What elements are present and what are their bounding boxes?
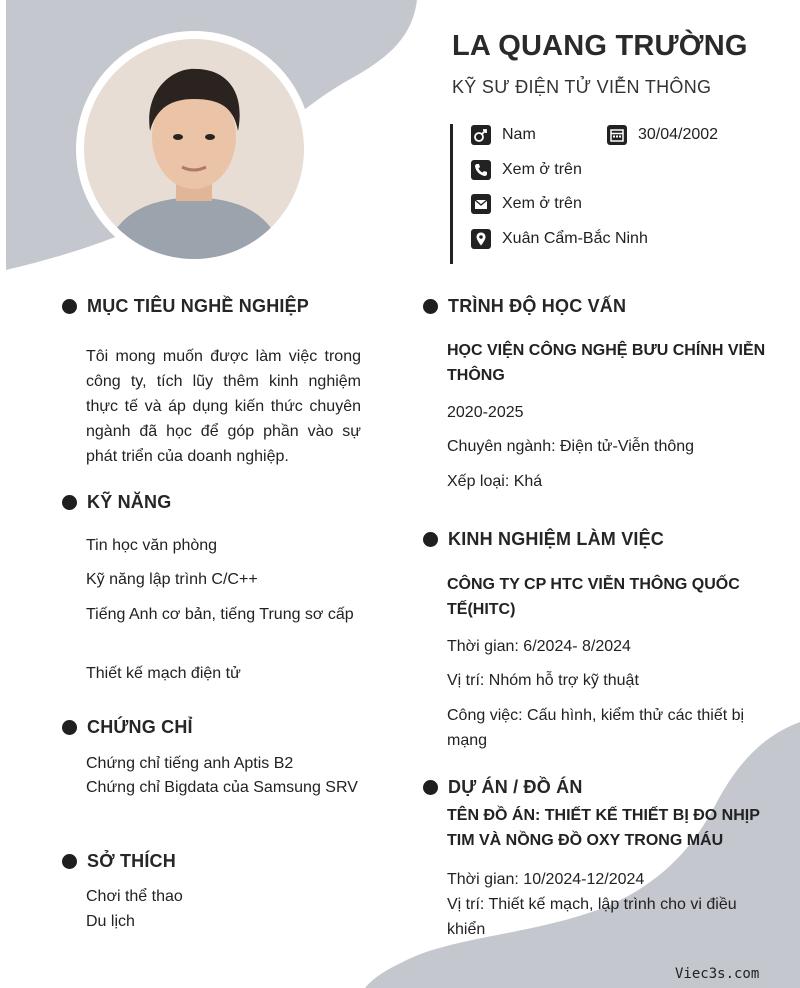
gender-value: Nam xyxy=(502,126,536,143)
calendar-icon xyxy=(607,125,627,145)
phone-value: Xem ở trên xyxy=(502,161,582,178)
skill-item: Tiếng Anh cơ bản, tiếng Trung sơ cấp xyxy=(86,606,354,623)
certificate-item: Chứng chỉ Bigdata của Samsung SRV xyxy=(86,779,358,796)
gender-icon xyxy=(471,125,491,145)
experience-position: Vị trí: Nhóm hỗ trợ kỹ thuật xyxy=(447,672,639,689)
bullet-dot-icon xyxy=(62,495,77,510)
hobbies-heading: SỞ THÍCH xyxy=(62,851,176,872)
company-name: CÔNG TY CP HTC VIỄN THÔNG QUỐC TẾ(HITC) xyxy=(447,576,740,618)
phone-icon xyxy=(471,160,491,180)
location-pin-icon xyxy=(471,229,491,249)
brand-watermark: Viec3s.com xyxy=(675,966,760,982)
skill-item: Thiết kế mạch điện tử xyxy=(86,665,241,682)
gender-row xyxy=(471,125,536,145)
job-title: KỸ SƯ ĐIỆN TỬ VIỄN THÔNG xyxy=(452,77,712,97)
certificates-heading: CHỨNG CHỈ xyxy=(62,717,193,738)
hobby-item: Chơi thể thao xyxy=(86,888,183,905)
birthdate-row xyxy=(607,125,718,145)
skills-heading: KỸ NĂNG xyxy=(62,492,171,513)
objective-text: Tôi mong muốn được làm việc trong công ty, tích lũy thêm kinh nghiệm thực tế và áp dụng kiến thức chuyên ngành đã học để góp phần vào sự phát triển của doanh nghiệp. xyxy=(86,348,361,465)
project-time: Thời gian: 10/2024-12/2024 xyxy=(447,871,645,888)
bullet-dot-icon xyxy=(62,854,77,869)
education-grade: Xếp loại: Khá xyxy=(447,473,543,490)
avatar-frame xyxy=(76,31,312,267)
phone-row xyxy=(471,160,582,180)
experience-heading: KINH NGHIỆM LÀM VIỆC xyxy=(423,529,664,550)
bullet-dot-icon xyxy=(62,720,77,735)
education-heading: TRÌNH ĐỘ HỌC VẤN xyxy=(423,296,626,317)
avatar xyxy=(84,39,304,259)
education-major: Chuyên ngành: Điện tử-Viễn thông xyxy=(447,438,695,455)
birthdate-value: 30/04/2002 xyxy=(638,126,719,143)
experience-time: Thời gian: 6/2024- 8/2024 xyxy=(447,638,631,655)
bullet-dot-icon xyxy=(423,299,438,314)
bottom-right-blob xyxy=(365,722,800,988)
mail-icon xyxy=(471,194,491,214)
email-row xyxy=(471,194,582,214)
certificate-item: Chứng chỉ tiếng anh Aptis B2 xyxy=(86,755,294,772)
email-value: Xem ở trên xyxy=(502,195,582,212)
project-role: Vị trí: Thiết kế mạch, lập trình cho vi điều khiển xyxy=(447,896,737,938)
address-value: Xuân Cẩm-Bắc Ninh xyxy=(502,230,648,247)
project-name: TÊN ĐỒ ÁN: THIẾT KẾ THIẾT BỊ ĐO NHỊP TIM VÀ NỒNG ĐỒ OXY TRONG MÁU xyxy=(447,807,760,849)
skill-item: Tin học văn phòng xyxy=(86,537,218,554)
bullet-dot-icon xyxy=(423,780,438,795)
address-row xyxy=(471,229,648,249)
objective-heading: MỤC TIÊU NGHỀ NGHIỆP xyxy=(62,296,309,317)
skill-item: Kỹ năng lập trình C/C++ xyxy=(86,571,258,588)
contact-divider xyxy=(450,124,453,264)
school-name: HỌC VIỆN CÔNG NGHỆ BƯU CHÍNH VIỄN THÔNG xyxy=(447,342,766,384)
bullet-dot-icon xyxy=(62,299,77,314)
project-heading: DỰ ÁN / ĐỒ ÁN xyxy=(423,777,583,798)
education-period: 2020-2025 xyxy=(447,404,524,421)
hobby-item: Du lịch xyxy=(86,913,135,930)
candidate-name: LA QUANG TRƯỜNG xyxy=(452,30,748,62)
experience-work: Công việc: Cấu hình, kiểm thử các thiết bị mạng xyxy=(447,707,745,749)
bullet-dot-icon xyxy=(423,532,438,547)
